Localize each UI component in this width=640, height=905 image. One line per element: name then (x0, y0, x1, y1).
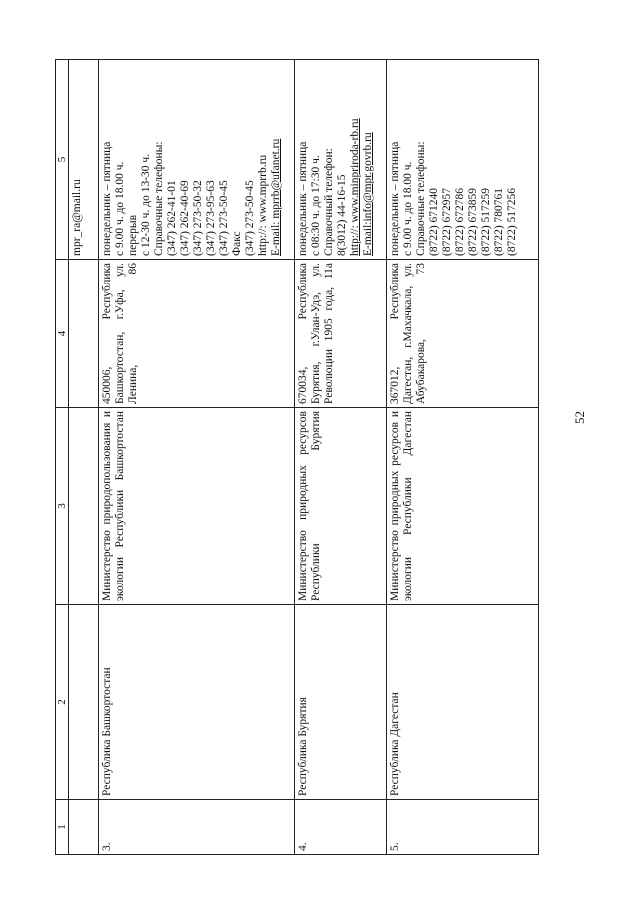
column-header: 2 (56, 605, 69, 800)
phone-text: (8722) 517256 (506, 187, 518, 256)
website-link[interactable]: http://: www.minpriroda-rb.ru (349, 118, 361, 256)
phone-text: (347) 262-40-69 (179, 180, 191, 256)
table-row (295, 60, 387, 855)
fax-text: (347) 273-50-45 (244, 180, 256, 256)
header-row (56, 60, 69, 855)
hours-text: понедельник – пятница (389, 141, 401, 256)
address-cell (69, 260, 99, 408)
address-cell: 367012, Республика Дагестан, г.Махачкала, ул. Абубакарова, 73 (387, 260, 539, 408)
ministry-cell (69, 408, 99, 605)
phones-label: Справочные телефоны: (153, 141, 165, 256)
phone-text: (8722) 673859 (467, 187, 479, 256)
phones-label: Справочный телефон: (323, 148, 335, 256)
document-sheet (55, 60, 557, 855)
row-number: 3. (99, 800, 295, 855)
phone-text: (347) 262-41-01 (166, 180, 178, 256)
column-header: 1 (56, 800, 69, 855)
break-text: с 12-30 ч. до 13-30 ч. (140, 153, 152, 256)
hours-text: понедельник – пятница (297, 141, 309, 256)
website-link[interactable]: http://: www.mprrb.ru (257, 154, 269, 256)
phone-text: (8722) 672786 (454, 187, 466, 256)
table-row (99, 60, 295, 855)
column-header: 5 (56, 60, 69, 260)
region-cell (69, 605, 99, 800)
phone-text: (8722) 671240 (428, 187, 440, 256)
phone-text: (8722) 517259 (480, 187, 492, 256)
row-number: 4. (295, 800, 387, 855)
phone-text: (347) 273-50-45 (218, 180, 230, 256)
phones-label: Справочные телефоны: (415, 141, 427, 256)
email-text: mpr_ra@mail.ru (71, 179, 83, 256)
ministry-cell: Министерство природных ресурсов Республики Бурятия (295, 408, 387, 605)
hours-text: с 9.00 ч. до 18.00 ч. (114, 161, 126, 256)
page-number: 52 (572, 411, 587, 424)
table-row (69, 60, 99, 855)
phone-text: 8(3012) 44-16-15 (336, 174, 348, 256)
contacts-cell (69, 60, 99, 260)
ministry-cell: Министерство природопользования и экологии Республики Башкортостан (99, 408, 295, 605)
hours-text: с 9.00 ч. до 18.00 ч. (402, 161, 414, 256)
table-row (387, 60, 539, 855)
row-number: 5. (387, 800, 539, 855)
column-header: 4 (56, 260, 69, 408)
hours-text: понедельник – пятница (101, 141, 113, 256)
phone-text: (347) 273-50-32 (192, 180, 204, 256)
region-cell: Республика Бурятия (295, 605, 387, 800)
contacts-cell (295, 60, 387, 260)
email-link[interactable]: E-mail:info@mpr.govrb.ru (362, 132, 374, 256)
table-body (56, 60, 539, 855)
phone-text: (8722) 780761 (493, 187, 505, 256)
phone-text: (8722) 672957 (441, 187, 453, 256)
phone-text: (347) 273-95-63 (205, 180, 217, 256)
contacts-cell (99, 60, 295, 260)
region-cell: Республика Башкортостан (99, 605, 295, 800)
ministries-table (55, 59, 539, 855)
hours-text: с 08:30 ч. до 17:30 ч. (310, 155, 322, 256)
address-cell: 450006, Республика Башкортостан, г.Уфа, ул. Ленина, 86 (99, 260, 295, 408)
contacts-cell (387, 60, 539, 260)
column-header: 3 (56, 408, 69, 605)
fax-label: Факс (231, 231, 243, 256)
email-link[interactable]: E-mail: mprrb@ufanet.ru (270, 138, 282, 256)
break-label: перерыв (127, 214, 139, 256)
ministry-cell: Министерство природных ресурсов и экологии Республики Дагестан (387, 408, 539, 605)
region-cell: Республика Дагестан (387, 605, 539, 800)
row-number (69, 800, 99, 855)
address-cell: 670034, Республика Бурятия, г.Улан-Удэ, ул. Революции 1905 года, 11а (295, 260, 387, 408)
